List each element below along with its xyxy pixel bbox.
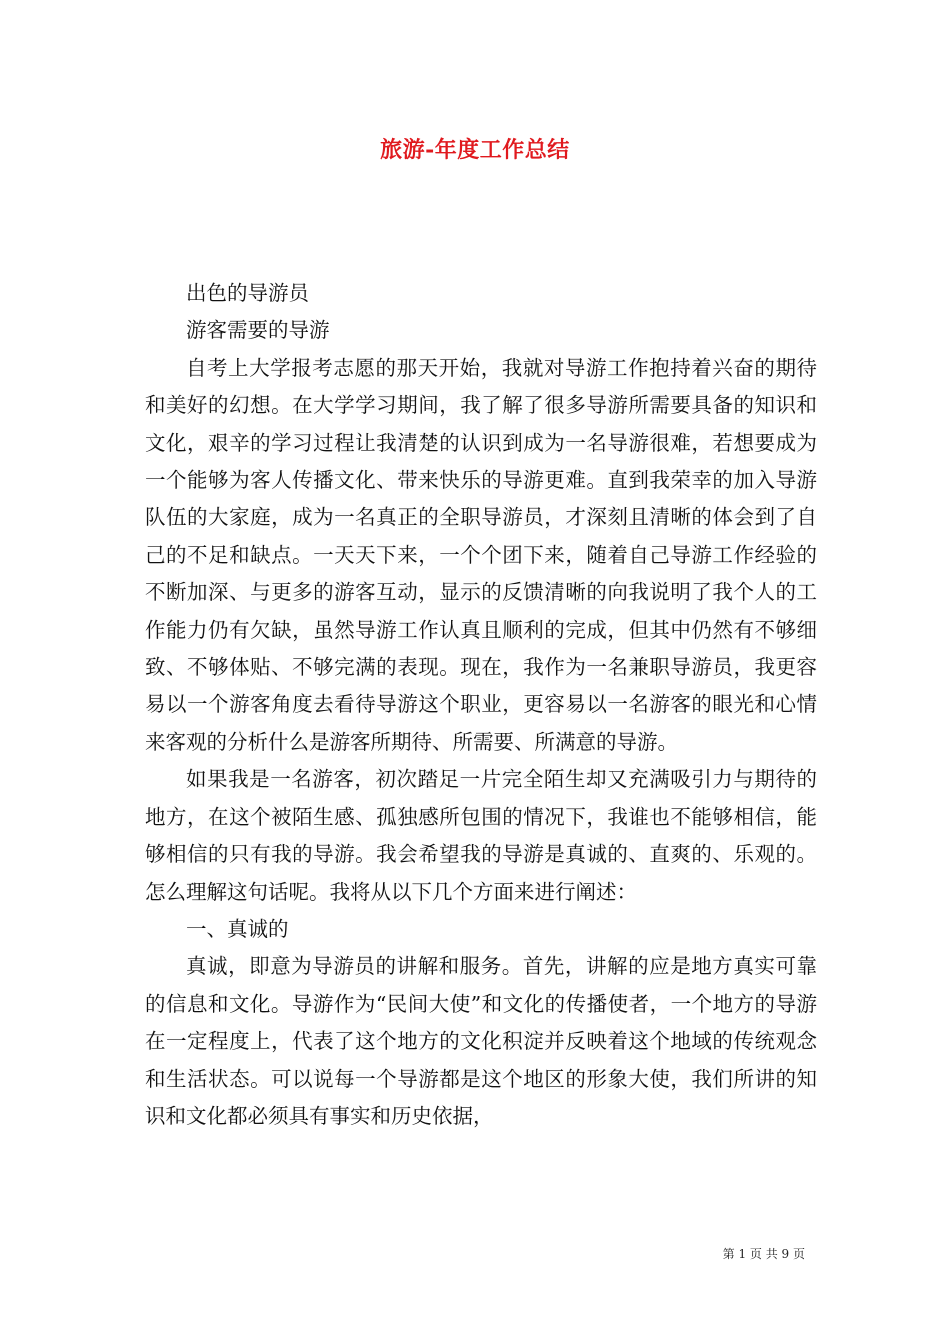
paragraph-heading-2: 游客需要的导游 xyxy=(186,318,330,343)
document-body xyxy=(145,275,817,1135)
document-title: 旅游-年度工作总结 xyxy=(380,137,570,163)
paragraph-intro: 自考上大学报考志愿的那天开始，我就对导游工作抱持着兴奋的期待和美好的幻想。在大学学习期间，我了解了很多导游所需要具备的知识和文化，艰辛的学习过程让我清楚的认识到成为一名导游很难，若想要成为一个能够为客人传播文化、带来快乐的导游更难。直到我荣幸的加入导游队伍的大家庭，成为一名真正的全职导游员，才深刻且清晰的体会到了自己的不足和缺点。一天天下来，一个个团下来，随着自己导游工作经验的不断加深、与更多的游客互动，显示的反馈清晰的向我说明了我个人的工作能力仍有欠缺，虽然导游工作认真且顺利的完成，但其中仍然有不够细致、不够体贴、不够完满的表现。现在，我作为一名兼职导游员，我更容易以一个游客角度去看待导游这个职业，更容易以一名游客的眼光和心情来客观的分析什么是游客所期待、所需要、所满意的导游。 xyxy=(145,355,817,754)
paragraph-tourist-view: 如果我是一名游客，初次踏足一片完全陌生却又充满吸引力与期待的地方，在这个被陌生感、孤独感所包围的情况下，我谁也不能够相信，能够相信的只有我的导游。我会希望我的导游是真诚的、直爽的、乐观的。怎么理解这句话呢。我将从以下几个方面来进行阐述： xyxy=(145,767,817,904)
page-number-footer: 第 1 页 共 9 页 xyxy=(722,1247,805,1261)
section-heading-sincere: 一、真诚的 xyxy=(186,916,289,941)
paragraph-sincere: 真诚，即意为导游员的讲解和服务。首先，讲解的应是地方真实可靠的信息和文化。导游作为“民间大使”和文化的传播使者，一个地方的导游在一定程度上，代表了这个地方的文化积淀并反映着这个地域的传统观念和生活状态。可以说每一个导游都是这个地区的形象大使，我们所讲的知识和文化都必须具有事实和历史依据， xyxy=(145,954,817,1128)
paragraph-heading-1: 出色的导游员 xyxy=(186,281,309,305)
